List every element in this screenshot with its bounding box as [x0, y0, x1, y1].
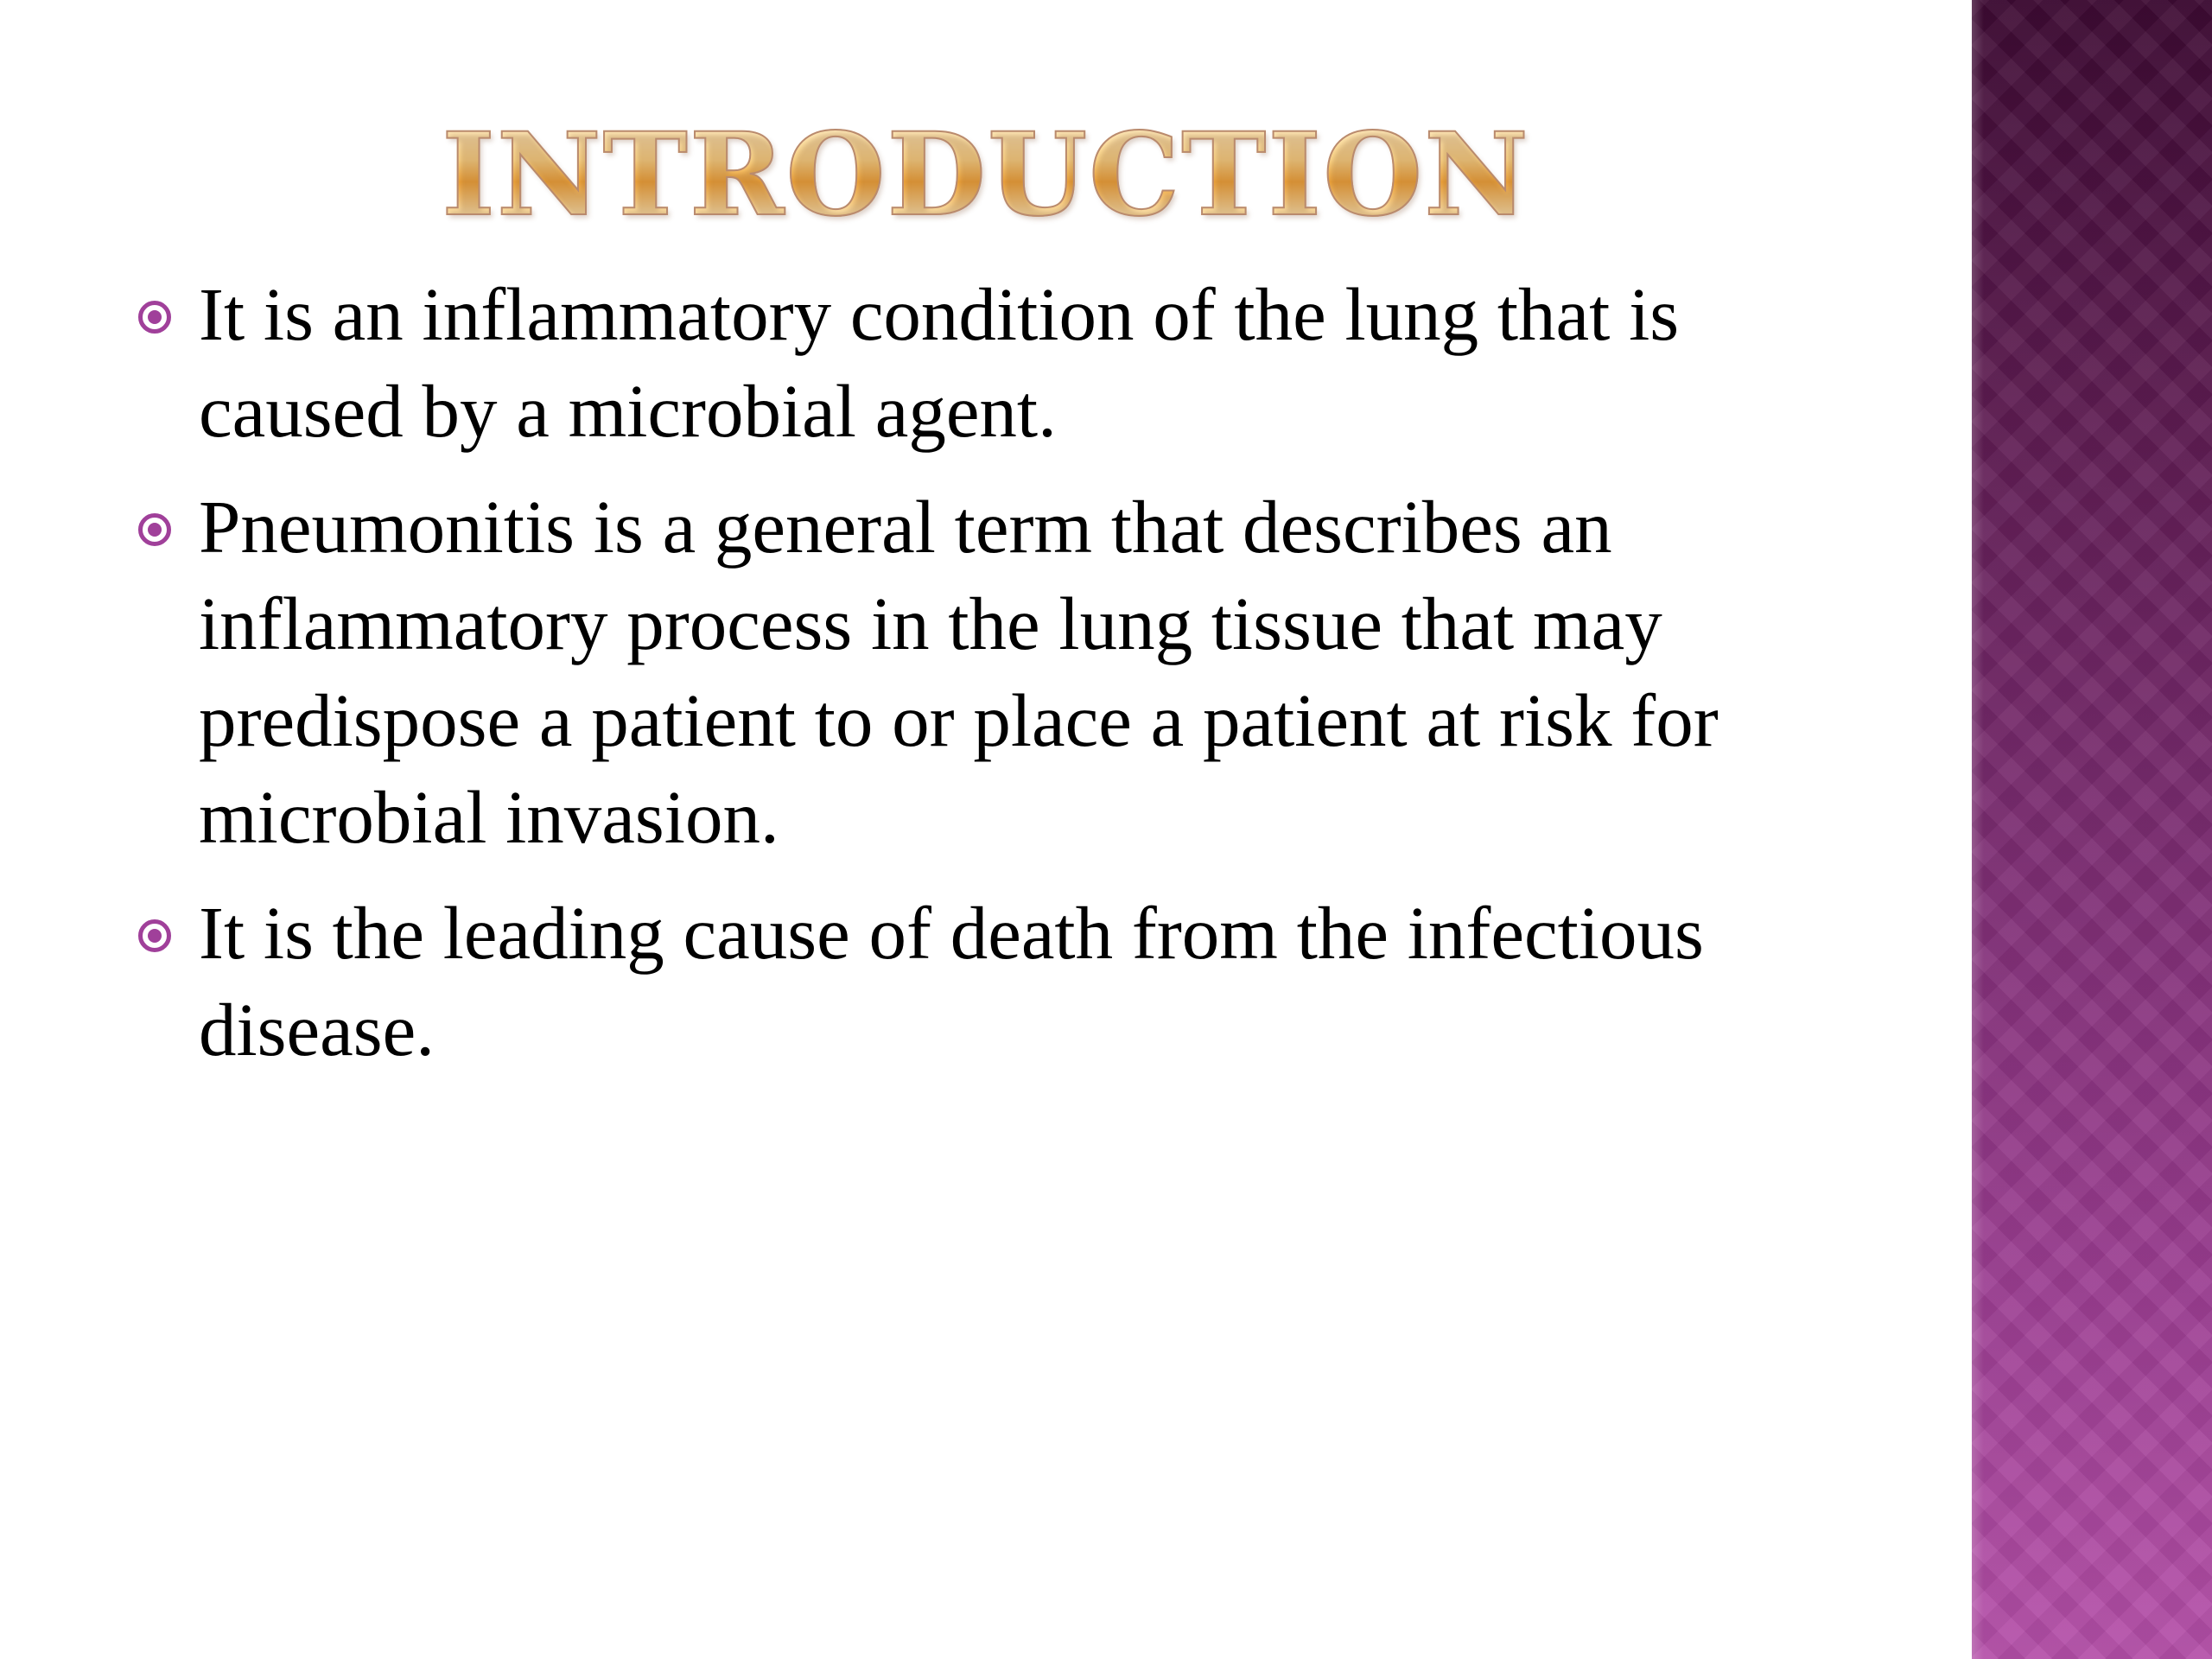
circled-dot-bullet-icon [138, 301, 171, 334]
circled-dot-bullet-icon [138, 513, 171, 546]
decorative-side-band [1972, 0, 2212, 1659]
bullet-item [130, 479, 1858, 866]
bullet-text: It is the leading cause of death from the infectious disease. [199, 891, 1704, 1071]
bullet-text: Pneumonitis is a general term that describes an inflammatory process in the lung tissue that may predispose a patient to or place a patient at risk for microbial invasion. [199, 485, 1719, 859]
bullet-text: It is an inflammatory condition of the lung that is caused by a microbial agent. [199, 272, 1680, 453]
circled-dot-bullet-icon [138, 919, 171, 952]
bullet-item [130, 885, 1858, 1078]
bullet-item [130, 266, 1858, 460]
slide-title: INTRODUCTION [0, 111, 1972, 240]
bullet-list [130, 266, 1858, 1097]
